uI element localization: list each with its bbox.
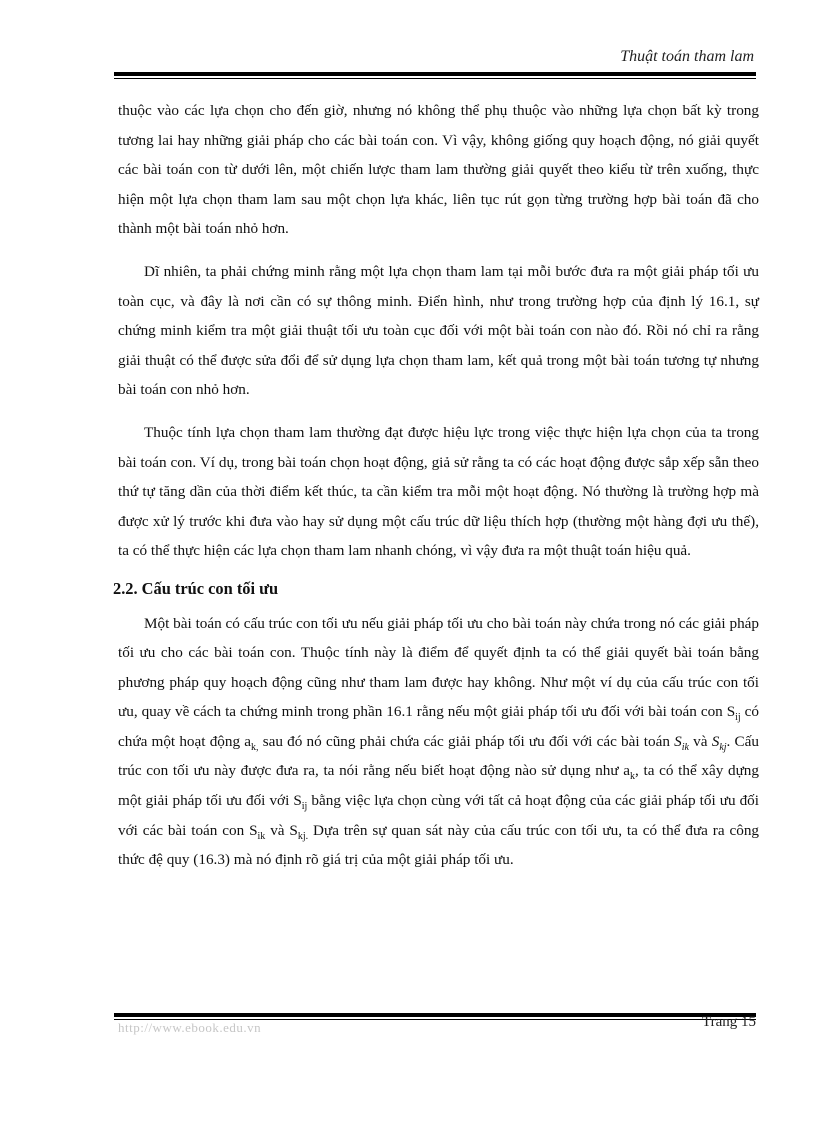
page-number: Trang 15	[701, 1014, 756, 1030]
page-body	[113, 96, 760, 875]
subscript: ij	[301, 801, 308, 813]
text-run: Một bài toán có cấu trúc con tối ưu nếu giải pháp tối ưu cho bài toán này chứa trong nó các giải pháp tối ưu cho các bài toán con. Thuộc tính này là điểm để quyết định ta có thể giải quyết bài toán bằng phương pháp quy hoạch động cũng như tham lam được hay không. Như một ví dụ của cấu trúc con tối ưu, quay về cách ta chứng minh trong phần 16.1 rằng nếu một giải pháp tối ưu đối với bài toán con S	[118, 614, 759, 721]
paragraph-4	[118, 609, 759, 875]
text-run: sau đó nó cũng phải chứa các giải pháp tối ưu đối với các bài toán	[258, 732, 675, 750]
subscript: ik	[681, 741, 689, 753]
subscript: kj	[719, 741, 727, 753]
text-run: Dựa trên sự quan sát này của cấu trúc con tối ưu, ta có thể đưa ra công thức đệ quy (16.3) mà nó định rõ giá trị của một giải pháp tối ưu.	[118, 821, 760, 869]
paragraph-3: Thuộc tính lựa chọn tham lam thường đạt được hiệu lực trong việc thực hiện lựa chọn của ta trong bài toán con. Ví dụ, trong bài toán chọn hoạt động, giả sử rằng ta có các hoạt động được sắp xếp sẵn theo thứ tự tăng dần của thời điểm kết thúc, ta cần kiểm tra mỗi một hoạt động. Nó thường là trường hợp mà được xử lý trước khi đưa vào hay sử dụng một cấu trúc dữ liệu thích hợp (thường một hàng đợi ưu thế), ta có thể thực hiện các lựa chọn tham lam nhanh chóng, vì vậy đưa ra một thuật toán hiệu quả.	[118, 423, 759, 560]
subscript: k,	[251, 741, 259, 753]
italic-symbol: $S_{kj}$	[711, 732, 727, 753]
subscript: kj.	[297, 830, 309, 842]
running-header: Thuật toán tham lam	[620, 48, 754, 65]
header-rule	[114, 72, 756, 76]
header-rule-thin	[114, 78, 756, 79]
text-run: bằng việc lựa chọn cùng với tất cả hoạt động của các giải pháp tối ưu đối với các bài toán con S	[118, 792, 759, 839]
paragraph-1: thuộc vào các lựa chọn cho đến giờ, nhưng nó không thể phụ thuộc vào những lựa chọn bất kỳ trong tương lai hay những giải pháp cho các bài toán con. Vì vậy, không giống quy hoạch động, nó giải quyết các bài toán con từ dưới lên, một chiến lược tham lam thường giải quyết theo kiểu từ trên xuống, thực hiện một lựa chọn tham lam sau một chọn lựa khác, liên tục rút gọn từng trường hợp bài toán đã cho thành một bài toán nhỏ hơn.	[118, 102, 759, 238]
text-run: có chứa một hoạt động a	[118, 703, 759, 750]
italic-symbol: $S_{ik}$	[674, 732, 689, 753]
subscript: ij	[735, 712, 741, 724]
footer-url-watermark: http://www.ebook.edu.vn	[118, 1020, 262, 1035]
text-run: . Cấu trúc con tối ưu này được đưa ra, ta nói rằng nếu biết hoạt động nào sử dụng như a	[118, 732, 759, 780]
text-run: , ta có thể xây dựng một giải pháp tối ưu đối với S	[118, 762, 759, 810]
subscript: k	[630, 771, 636, 783]
footer-rule	[114, 1013, 756, 1017]
paragraph-2: Dĩ nhiên, ta phải chứng minh rằng một lựa chọn tham lam tại mỗi bước đưa ra một giải pháp tối ưu toàn cục, và đây là nơi cần có sự thông minh. Điển hình, như trong trường hợp của định lý 16.1, sự chứng minh kiểm tra một giải thuật tối ưu toàn cục đối với một bài toán con nào đó. Rồi nó chỉ ra rằng giải thuật có thể được sửa đổi để sử dụng lựa chọn tham lam, kết quả trong một bài toán tương tự nhưng bài toán con nhỏ hơn.	[118, 262, 759, 399]
text-run: và S	[265, 821, 298, 839]
text-run: và	[688, 732, 712, 750]
section-heading: 2.2. Cấu trúc con tối ưu	[113, 578, 279, 598]
subscript: ik	[257, 830, 266, 842]
